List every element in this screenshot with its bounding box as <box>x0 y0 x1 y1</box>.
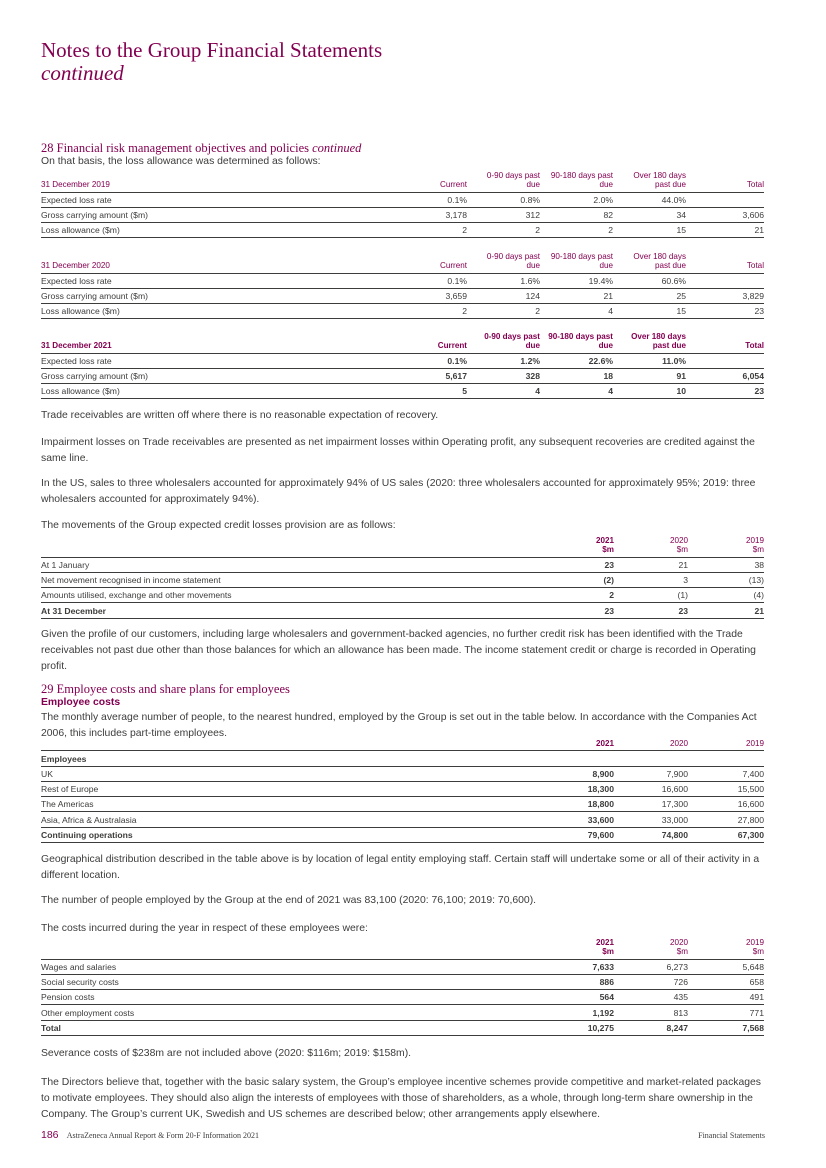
table-row <box>41 959 764 974</box>
report-name: AstraZeneca Annual Report & Form 20-F Information 2021 <box>66 1131 259 1140</box>
table-cell: 15,500 <box>688 781 764 796</box>
section-28-intro: On that basis, the loss allowance was determined as follows: <box>41 156 321 167</box>
employees-table <box>41 739 764 843</box>
employees-section-label: Employees <box>41 751 764 766</box>
emp-col-2019: 2019 <box>745 739 764 748</box>
table-cell: 60.6% <box>613 273 686 288</box>
table-cell: Expected loss rate <box>41 273 403 288</box>
loss-col-2: 0-90 days past due <box>486 171 540 190</box>
cost-col-2021: 2021 $m <box>595 938 614 957</box>
table-cell: 33,000 <box>614 812 688 827</box>
para-employee-intro: The monthly average number of people, to the nearest hundred, employed by the Group is set out in the table below. In accordance with the Companies Act 2006, this includes part-time employees. <box>41 712 757 739</box>
page-footer <box>41 1129 765 1141</box>
table-row <box>41 812 764 827</box>
table-cell: 8,247 <box>614 1020 688 1035</box>
table-cell: Other employment costs <box>41 1005 534 1020</box>
table-cell: 0.1% <box>403 192 467 207</box>
table-cell: 38 <box>688 557 764 572</box>
table-row <box>41 766 764 781</box>
section-name: Financial Statements <box>698 1131 765 1140</box>
table-cell: 23 <box>614 603 688 618</box>
table-cell: (13) <box>688 572 764 587</box>
table-cell: 18,300 <box>534 781 614 796</box>
table-row <box>41 827 764 842</box>
table-cell: 2 <box>540 223 613 238</box>
table-cell: 25 <box>613 288 686 303</box>
table-cell: Net movement recognised in income statement <box>41 572 534 587</box>
table-cell: 2 <box>467 304 540 319</box>
table-cell: 21 <box>688 603 764 618</box>
table-cell: 6,273 <box>614 959 688 974</box>
table-cell: 0.1% <box>403 353 467 368</box>
table-cell: 1.2% <box>467 353 540 368</box>
table-cell: 15 <box>613 304 686 319</box>
page-title: Notes to the Group Financial Statements <box>41 38 383 62</box>
table-row <box>41 572 764 587</box>
table-cell: 0.1% <box>403 273 467 288</box>
table-cell: 10 <box>613 384 686 399</box>
table-cell: 2 <box>467 223 540 238</box>
table-cell: 11.0% <box>613 353 686 368</box>
table-cell: 658 <box>688 974 764 989</box>
table-cell: (4) <box>688 588 764 603</box>
loss-col-1: Current <box>440 180 467 190</box>
table-cell: 21 <box>540 288 613 303</box>
table-row <box>41 781 764 796</box>
table-cell: 0.8% <box>467 192 540 207</box>
table-cell: 67,300 <box>688 827 764 842</box>
table-cell: Loss allowance ($m) <box>41 304 403 319</box>
loss-col-2: 0-90 days past due <box>486 252 540 271</box>
table-cell: 34 <box>613 207 686 222</box>
table-cell: 18,800 <box>534 797 614 812</box>
table-cell: 7,568 <box>688 1020 764 1035</box>
table-cell: 771 <box>688 1005 764 1020</box>
para-ecl-intro: The movements of the Group expected credit losses provision are as follows: <box>41 520 396 531</box>
table-cell: Expected loss rate <box>41 192 403 207</box>
table-cell: 33,600 <box>534 812 614 827</box>
table-cell: 74,800 <box>614 827 688 842</box>
table-cell: 5,617 <box>403 368 467 383</box>
para-directors: The Directors believe that, together with the basic salary system, the Group’s employee incentive schemes provide competitive and market-related packages to motivate employees. They should also align the interests of employees with those of shareholders, as a whole, through long-term share ownership in the Company. The Group’s current UK, Swedish and US schemes are described below; other arrangements apply elsewhere. <box>41 1077 761 1120</box>
table-row <box>41 557 764 572</box>
table-cell: 4 <box>540 384 613 399</box>
table-cell: 3,178 <box>403 207 467 222</box>
para-severance: Severance costs of $238m are not included above (2020: $116m; 2019: $158m). <box>41 1048 412 1059</box>
table-row <box>41 603 764 618</box>
para-written-off: Trade receivables are written off where there is no reasonable expectation of recovery. <box>41 410 439 421</box>
loss-col-1: Current <box>437 341 467 351</box>
loss-table-2020 <box>41 252 764 319</box>
loss-col-2: 0-90 days past due <box>484 332 540 351</box>
table-row <box>41 273 764 288</box>
loss-col-5: Total <box>746 261 764 271</box>
table-cell: Wages and salaries <box>41 959 534 974</box>
table-row <box>41 974 764 989</box>
table-cell: 124 <box>467 288 540 303</box>
loss-col-3: 90-180 days past due <box>550 171 613 190</box>
para-geographic: Geographical distribution described in the table above is by location of legal entity employing staff. Certain staff will undertake some or all of their activity in a different location. <box>41 854 760 881</box>
table-cell: Loss allowance ($m) <box>41 384 403 399</box>
table-cell: 2 <box>403 223 467 238</box>
table-cell: 3 <box>614 572 688 587</box>
table-cell: 5 <box>403 384 467 399</box>
table-cell: 3,606 <box>686 207 764 222</box>
table-cell: Asia, Africa & Australasia <box>41 812 534 827</box>
table-cell: 726 <box>614 974 688 989</box>
table-row <box>41 368 764 383</box>
table-cell: 6,054 <box>686 368 764 383</box>
table-cell: (1) <box>614 588 688 603</box>
table-cell <box>686 273 764 288</box>
loss-col-0: 31 December 2019 <box>41 180 110 190</box>
table-cell: 21 <box>614 557 688 572</box>
table-cell <box>686 192 764 207</box>
table-cell: Continuing operations <box>41 827 534 842</box>
table-cell: Gross carrying amount ($m) <box>41 368 403 383</box>
table-cell: Total <box>41 1020 534 1035</box>
table-cell: 27,800 <box>688 812 764 827</box>
loss-col-0: 31 December 2020 <box>41 261 110 271</box>
loss-col-3: 90-180 days past due <box>550 252 613 271</box>
table-cell: 44.0% <box>613 192 686 207</box>
table-cell: 15 <box>613 223 686 238</box>
ecl-col-2021: 2021 $m <box>595 536 614 555</box>
table-row <box>41 223 764 238</box>
table-cell: 435 <box>614 990 688 1005</box>
ecl-provision-table <box>41 536 764 619</box>
para-us-sales: In the US, sales to three wholesalers accounted for approximately 94% of US sales (2020: three wholesalers accounted for approximately 95%; 2019: three wholesalers accounted for approximately 94%). <box>41 478 756 505</box>
table-cell: 23 <box>534 557 614 572</box>
table-cell: 16,600 <box>614 781 688 796</box>
table-row <box>41 1020 764 1035</box>
section-28-heading: 28 Financial risk management objectives and policies continued <box>41 141 362 155</box>
table-cell: 21 <box>686 223 764 238</box>
table-cell: Gross carrying amount ($m) <box>41 207 403 222</box>
cost-col-2020: 2020 $m <box>669 938 688 957</box>
loss-col-1: Current <box>440 261 467 271</box>
table-row <box>41 990 764 1005</box>
table-cell <box>686 353 764 368</box>
table-cell: Gross carrying amount ($m) <box>41 288 403 303</box>
cost-col-2019: 2019 $m <box>745 938 764 957</box>
table-cell: Expected loss rate <box>41 353 403 368</box>
loss-col-4: Over 180 days past due <box>631 332 686 351</box>
table-cell: (2) <box>534 572 614 587</box>
table-cell: 328 <box>467 368 540 383</box>
ecl-col-2020: 2020 $m <box>669 536 688 555</box>
loss-table-2019 <box>41 171 764 238</box>
table-cell: 18 <box>540 368 613 383</box>
table-row <box>41 353 764 368</box>
table-cell: 312 <box>467 207 540 222</box>
loss-col-0: 31 December 2021 <box>41 341 112 351</box>
table-row <box>41 207 764 222</box>
table-cell: Amounts utilised, exchange and other movements <box>41 588 534 603</box>
table-cell: 2 <box>534 588 614 603</box>
para-costs-intro: The costs incurred during the year in respect of these employees were: <box>41 923 368 934</box>
table-row <box>41 1005 764 1020</box>
table-cell: 1.6% <box>467 273 540 288</box>
table-cell: 1,192 <box>534 1005 614 1020</box>
table-cell: 5,648 <box>688 959 764 974</box>
table-cell: 4 <box>540 304 613 319</box>
table-cell: 82 <box>540 207 613 222</box>
page-number: 186 <box>41 1129 59 1141</box>
table-cell: 79,600 <box>534 827 614 842</box>
table-cell: 2 <box>403 304 467 319</box>
table-cell: Loss allowance ($m) <box>41 223 403 238</box>
table-row <box>41 288 764 303</box>
table-cell: 813 <box>614 1005 688 1020</box>
table-cell: 19.4% <box>540 273 613 288</box>
loss-col-4: Over 180 days past due <box>633 171 686 190</box>
table-cell: 91 <box>613 368 686 383</box>
table-cell: Pension costs <box>41 990 534 1005</box>
table-cell: Rest of Europe <box>41 781 534 796</box>
loss-col-5: Total <box>745 341 764 351</box>
employee-costs-subheading: Employee costs <box>41 697 121 708</box>
table-cell: 23 <box>686 304 764 319</box>
table-cell: 491 <box>688 990 764 1005</box>
employee-costs-table <box>41 938 764 1036</box>
table-row <box>41 192 764 207</box>
table-cell: UK <box>41 766 534 781</box>
para-impairment: Impairment losses on Trade receivables are presented as net impairment losses within Operating profit, any subsequent recoveries are credited against the same line. <box>41 437 755 464</box>
emp-col-2020: 2020 <box>669 739 688 748</box>
table-cell: 22.6% <box>540 353 613 368</box>
table-cell: 2.0% <box>540 192 613 207</box>
table-cell: At 31 December <box>41 603 534 618</box>
section-29-heading: 29 Employee costs and share plans for employees <box>41 682 290 696</box>
table-row <box>41 304 764 319</box>
table-cell: Social security costs <box>41 974 534 989</box>
table-cell: 17,300 <box>614 797 688 812</box>
table-cell: 7,400 <box>688 766 764 781</box>
table-cell: 4 <box>467 384 540 399</box>
table-cell: The Americas <box>41 797 534 812</box>
table-cell: 3,829 <box>686 288 764 303</box>
table-row <box>41 588 764 603</box>
para-headcount: The number of people employed by the Group at the end of 2021 was 83,100 (2020: 76,100; 2019: 70,600). <box>41 895 537 906</box>
emp-col-2021: 2021 <box>595 739 614 748</box>
loss-col-4: Over 180 days past due <box>633 252 686 271</box>
table-cell: At 1 January <box>41 557 534 572</box>
ecl-col-2019: 2019 $m <box>745 536 764 555</box>
table-cell: 10,275 <box>534 1020 614 1035</box>
table-cell: 23 <box>534 603 614 618</box>
table-cell: 886 <box>534 974 614 989</box>
table-cell: 23 <box>686 384 764 399</box>
page-subtitle: continued <box>41 61 124 85</box>
table-cell: 8,900 <box>534 766 614 781</box>
table-row <box>41 797 764 812</box>
table-cell: 3,659 <box>403 288 467 303</box>
loss-col-5: Total <box>746 180 764 190</box>
table-cell: 7,633 <box>534 959 614 974</box>
para-customer-profile: Given the profile of our customers, including large wholesalers and government-backed agencies, no further credit risk has been identified with the Trade receivables not past due other than those balances for which an allowance has been made. The income statement credit or charge is recorded in Operating profit. <box>41 629 756 672</box>
loss-table-2021 <box>41 332 764 399</box>
loss-col-3: 90-180 days past due <box>548 332 613 351</box>
table-cell: 564 <box>534 990 614 1005</box>
table-cell: 16,600 <box>688 797 764 812</box>
table-row <box>41 384 764 399</box>
table-cell: 7,900 <box>614 766 688 781</box>
